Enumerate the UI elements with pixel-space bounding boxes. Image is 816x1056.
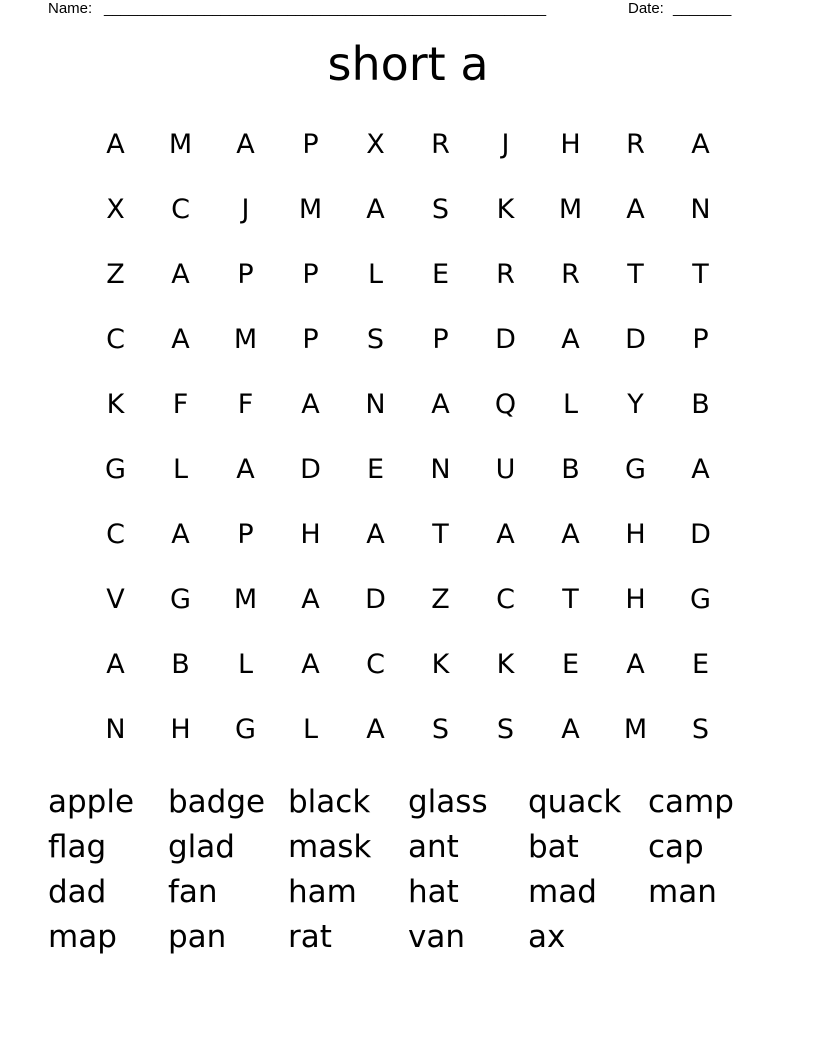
grid-letter: C <box>366 649 385 680</box>
grid-letter: P <box>237 259 254 290</box>
grid-letter: E <box>366 454 385 485</box>
grid-letter: A <box>106 649 125 680</box>
word-list-item: ant <box>408 829 459 865</box>
grid-letter: A <box>561 324 580 355</box>
grid-letter: E <box>691 649 710 680</box>
grid-letter: S <box>691 714 710 745</box>
date-label: Date: <box>628 0 664 17</box>
grid-letter: P <box>302 259 319 290</box>
grid-letter: A <box>561 714 580 745</box>
word-list-item: mad <box>528 874 597 910</box>
letter-grid <box>83 112 733 762</box>
grid-letter: H <box>300 519 321 550</box>
grid-letter: S <box>431 194 450 225</box>
word-list-item: van <box>408 919 465 955</box>
grid-letter: J <box>241 194 250 225</box>
grid-letter: M <box>623 714 648 745</box>
grid-letter: G <box>625 454 646 485</box>
grid-letter: R <box>431 129 450 160</box>
grid-letter: L <box>172 454 189 485</box>
grid-letter: C <box>106 519 125 550</box>
word-list-item: flag <box>48 829 107 865</box>
grid-letter: D <box>690 519 711 550</box>
grid-letter: Z <box>106 259 125 290</box>
grid-letter: P <box>237 519 254 550</box>
grid-letter: M <box>233 324 258 355</box>
grid-letter: G <box>170 584 191 615</box>
header-line <box>48 0 748 20</box>
grid-letter: A <box>236 129 255 160</box>
grid-letter: N <box>690 194 711 225</box>
grid-letter: S <box>496 714 515 745</box>
grid-letter: M <box>168 129 193 160</box>
name-label: Name: <box>48 0 93 17</box>
grid-letter: P <box>302 129 319 160</box>
grid-letter: A <box>431 389 450 420</box>
grid-letter: A <box>171 324 190 355</box>
word-list-item: badge <box>168 784 266 820</box>
grid-letter: X <box>106 194 125 225</box>
grid-letter: L <box>367 259 384 290</box>
grid-letter: A <box>691 129 710 160</box>
grid-letter: H <box>625 519 646 550</box>
grid-letter: T <box>627 259 644 290</box>
grid-letter: T <box>692 259 709 290</box>
grid-letter: R <box>561 259 580 290</box>
word-list-item: man <box>648 874 717 910</box>
grid-letter: H <box>625 584 646 615</box>
word-list-item: ax <box>528 919 566 955</box>
grid-letter: N <box>365 389 386 420</box>
grid-letter: A <box>366 714 385 745</box>
word-list-item: fan <box>168 874 218 910</box>
grid-letter: S <box>366 324 385 355</box>
grid-letter: B <box>561 454 580 485</box>
grid-letter: L <box>302 714 319 745</box>
grid-letter: A <box>106 129 125 160</box>
grid-letter: T <box>432 519 449 550</box>
word-list-item: glad <box>168 829 235 865</box>
word-list-item: bat <box>528 829 579 865</box>
grid-letter: H <box>170 714 191 745</box>
grid-letter: G <box>105 454 126 485</box>
grid-letter: R <box>626 129 645 160</box>
grid-letter: A <box>171 259 190 290</box>
grid-letter: N <box>430 454 451 485</box>
grid-letter: D <box>365 584 386 615</box>
word-list-item: hat <box>408 874 459 910</box>
grid-letter: G <box>235 714 256 745</box>
grid-letter: M <box>233 584 258 615</box>
word-list-item: dad <box>48 874 107 910</box>
name-field: _____________________________________________________ <box>104 0 547 17</box>
grid-letter: A <box>626 194 645 225</box>
word-list <box>48 780 768 960</box>
grid-letter: R <box>496 259 515 290</box>
grid-letter: T <box>562 584 579 615</box>
grid-letter: H <box>560 129 581 160</box>
grid-letter: A <box>366 194 385 225</box>
grid-letter: D <box>495 324 516 355</box>
word-list-item: pan <box>168 919 227 955</box>
grid-letter: A <box>301 584 320 615</box>
grid-letter: X <box>366 129 385 160</box>
word-list-item: glass <box>408 784 488 820</box>
grid-letter: A <box>301 389 320 420</box>
grid-letter: A <box>691 454 710 485</box>
grid-letter: A <box>366 519 385 550</box>
grid-letter: M <box>558 194 583 225</box>
grid-letter: C <box>106 324 125 355</box>
word-list-item: map <box>48 919 117 955</box>
word-list-item: rat <box>288 919 332 955</box>
grid-letter: A <box>171 519 190 550</box>
grid-letter: J <box>501 129 510 160</box>
grid-letter: E <box>561 649 580 680</box>
grid-letter: D <box>300 454 321 485</box>
grid-letter: A <box>301 649 320 680</box>
grid-letter: E <box>431 259 450 290</box>
word-list-item: camp <box>648 784 734 820</box>
word-list-item: quack <box>528 784 622 820</box>
grid-letter: P <box>432 324 449 355</box>
grid-letter: Y <box>627 389 644 420</box>
grid-letter: V <box>106 584 125 615</box>
grid-letter: A <box>626 649 645 680</box>
grid-letter: U <box>495 454 516 485</box>
grid-letter: K <box>496 649 515 680</box>
grid-letter: F <box>172 389 189 420</box>
grid-letter: B <box>691 389 710 420</box>
grid-letter: Z <box>431 584 450 615</box>
word-list-item: black <box>288 784 371 820</box>
grid-letter: P <box>692 324 709 355</box>
grid-letter: M <box>298 194 323 225</box>
grid-letter: K <box>496 194 515 225</box>
grid-letter: P <box>302 324 319 355</box>
word-list-item: apple <box>48 784 135 820</box>
word-list-item: ham <box>288 874 357 910</box>
grid-letter: K <box>106 389 125 420</box>
word-list-item: mask <box>288 829 372 865</box>
grid-letter: B <box>171 649 190 680</box>
grid-letter: K <box>431 649 450 680</box>
grid-letter: N <box>105 714 126 745</box>
grid-letter: C <box>496 584 515 615</box>
grid-letter: S <box>431 714 450 745</box>
grid-letter: F <box>237 389 254 420</box>
word-list-item: cap <box>648 829 704 865</box>
date-field: _______ <box>673 0 732 17</box>
grid-letter: C <box>171 194 190 225</box>
page-title: short a <box>327 37 489 91</box>
grid-letter: L <box>237 649 254 680</box>
grid-letter: D <box>625 324 646 355</box>
grid-letter: L <box>562 389 579 420</box>
grid-letter: Q <box>494 389 517 420</box>
grid-letter: A <box>561 519 580 550</box>
grid-letter: A <box>236 454 255 485</box>
grid-letter: A <box>496 519 515 550</box>
grid-letter: G <box>690 584 711 615</box>
